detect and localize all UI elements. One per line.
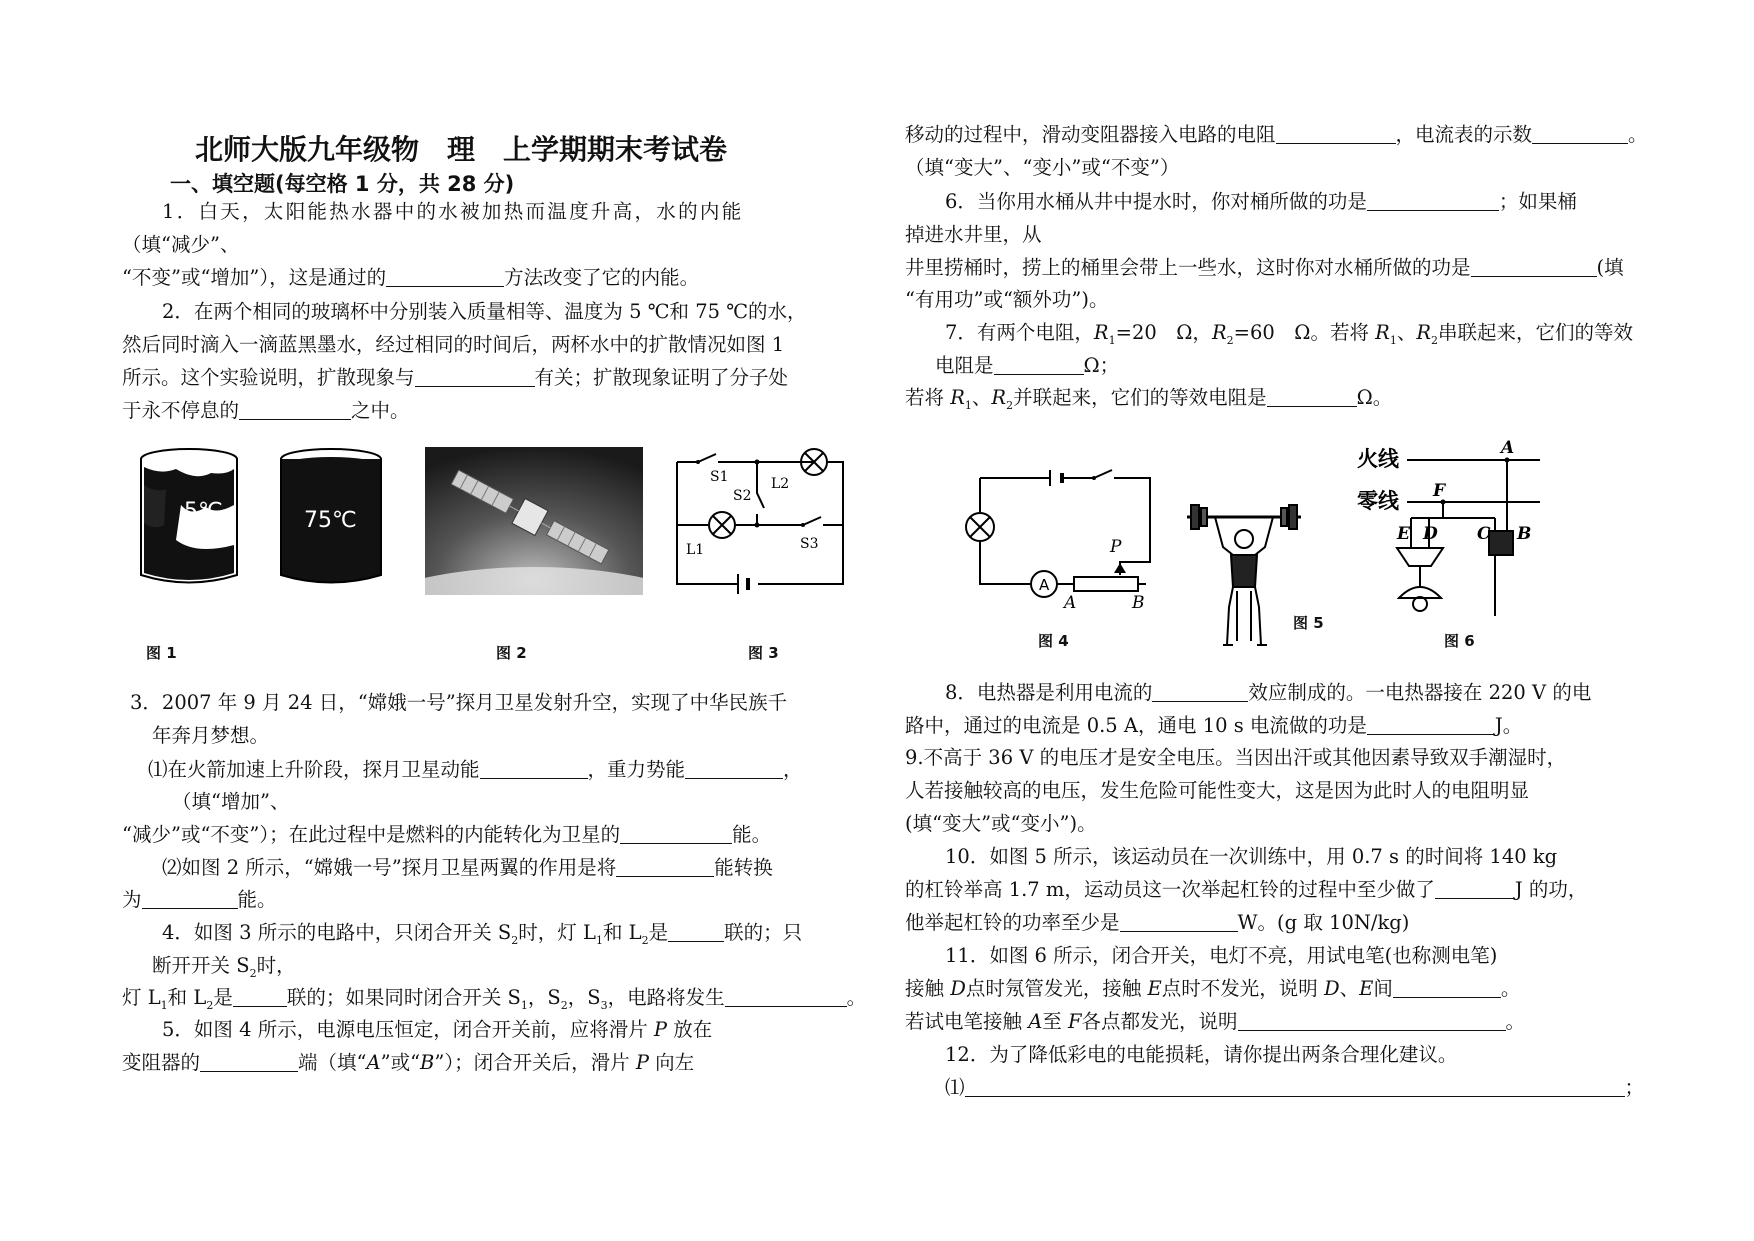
q2-line1: 2．在两个相同的玻璃杯中分别装入质量相等、温度为 5 ℃和 75 ℃的水， <box>162 300 807 323</box>
q3-blank-2[interactable] <box>685 760 783 779</box>
q10-line3: 他举起杠铃的功率至少是 W。(g 取 10N/kg) <box>905 911 1410 934</box>
q6-line4: “有用功”或“额外功”)。 <box>905 288 1109 311</box>
q11-line1: 11．如图 6 所示，闭合开关，电灯不亮，用试电笔(也称测电笔) <box>945 944 1498 967</box>
cup-5c <box>141 449 237 583</box>
q3-blank-5[interactable] <box>142 890 238 909</box>
fig6-e: E <box>1397 524 1410 544</box>
q10-blank-2[interactable] <box>1120 913 1238 932</box>
fig6-a: A <box>1501 438 1515 458</box>
fig4-p: P <box>1110 537 1122 557</box>
q3-line5: “减少”或“不变”）；在此过程中是燃料的内能转化为卫星的 能。 <box>122 823 772 846</box>
fig3-label: 图 3 <box>748 644 779 662</box>
fig4-b: B <box>1132 593 1145 610</box>
q12-blank-1[interactable] <box>965 1078 1625 1097</box>
figure-4-circuit <box>962 460 1162 610</box>
cup2-temp: 75℃ <box>304 508 357 533</box>
q3-blank-1[interactable] <box>480 760 588 779</box>
fig6-lingxian: 零线 <box>1357 489 1399 513</box>
fig3-s2-label: S2 <box>733 488 752 504</box>
q9-line1: 9.不高于 36 V 的电压才是安全电压。当因出汗或其他因素导致双手潮湿时， <box>905 746 1567 769</box>
q8-line2: 路中，通过的电流是 0.5 A，通电 10 s 电流做的功是 J。 <box>905 714 1523 737</box>
fig6-f: F <box>1433 481 1446 501</box>
cup1-temp: 5℃ <box>184 499 223 524</box>
q1-line1: 1．白天，太阳能热水器中的水被加热而温度升高，水的内能 <box>162 200 744 223</box>
cup-75c <box>281 449 381 583</box>
fig4-a: A <box>1064 593 1077 610</box>
q1-line2: （填“减少”、 <box>122 233 240 256</box>
q11-line3: 若试电笔接触 A至 F各点都发光，说明 。 <box>905 1010 1526 1033</box>
q4-line3: 灯 $L_1$和 $L_2$是 联的；如果同时闭合开关 $S_1$，$S_2$，$S_3$，电路将发生 。 <box>122 986 867 1012</box>
q3-line2: 年奔月梦想。 <box>152 724 270 747</box>
q11-blank-1[interactable] <box>1393 979 1501 998</box>
figure-3-circuit <box>668 448 858 598</box>
q2-line3: 所示。这个实验说明，扩散现象与 有关；扩散现象证明了分子处 <box>122 366 789 389</box>
q1-blank[interactable] <box>386 268 504 287</box>
q5-blank-1[interactable] <box>200 1053 298 1072</box>
q11-line2: 接触 D点时氖管发光，接触 E点时不发光，说明 D、E间 。 <box>905 977 1521 1000</box>
q4-blank-3[interactable] <box>725 988 847 1007</box>
q5-blank-2[interactable] <box>1276 125 1396 144</box>
q3-line7: 为 能。 <box>122 888 277 911</box>
q6-line3: 井里捞桶时，捞上的桶里会带上一些水，这时你对水桶所做的功是 (填 <box>905 256 1624 279</box>
fig4-ammeter: A <box>1039 576 1050 594</box>
q4-line2: 断开开关 $S_2$时， <box>152 954 296 980</box>
q5-line4: （填“变大”、“变小”或“不变”） <box>905 156 1180 179</box>
q8-blank-1[interactable] <box>1152 683 1248 702</box>
q2-blank-1[interactable] <box>415 368 535 387</box>
q3-line3: ⑴在火箭加速上升阶段，探月卫星动能 ，重力势能 ， <box>148 758 803 781</box>
figure-1-cups <box>136 445 398 590</box>
q3-line4: （填“增加”、 <box>172 790 290 813</box>
q7-blank-1[interactable] <box>994 356 1084 375</box>
q12-line1: 12．为了降低彩电的电能损耗，请你提出两条合理化建议。 <box>945 1043 1458 1066</box>
q8-line1: 8．电热器是利用电流的 效应制成的。一电热器接在 220 V 的电 <box>945 681 1592 704</box>
q3-blank-3[interactable] <box>620 825 732 844</box>
q6-blank-1[interactable] <box>1367 192 1499 211</box>
fig6-huoxian: 火线 <box>1357 447 1399 471</box>
q6-blank-2[interactable] <box>1471 258 1597 277</box>
q10-blank-1[interactable] <box>1435 880 1515 899</box>
q6-line1: 6．当你用水桶从井中提水时，你对桶所做的功是 ；如果桶 <box>945 190 1577 213</box>
q4-blank-1[interactable] <box>668 923 724 942</box>
q10-line2: 的杠铃举高 1.7 m，运动员这一次举起杠铃的过程中至少做了 J 的功， <box>905 878 1588 901</box>
fig5-label: 图 5 <box>1293 614 1324 632</box>
section-heading: 一、填空题(每空格 1 分，共 28 分) <box>170 172 515 196</box>
fig3-s3-label: S3 <box>800 536 819 552</box>
figure-6-wiring <box>1355 436 1545 626</box>
q4-blank-2[interactable] <box>233 988 287 1007</box>
figure-2-satellite <box>425 447 643 595</box>
q10-line1: 10．如图 5 所示，该运动员在一次训练中，用 0.7 s 的时间将 140 kg <box>945 845 1558 868</box>
q1-line3: “不变”或“增加”），这是通过的 方法改变了它的内能。 <box>122 266 700 289</box>
q6-line2: 掉进水井里，从 <box>905 223 1042 246</box>
q7-line2: 电阻是 Ω； <box>935 354 1120 377</box>
q3-line6: ⑵如图 2 所示，“嫦娥一号”探月卫星两翼的作用是将 能转换 <box>162 856 773 879</box>
q8-blank-2[interactable] <box>1367 716 1495 735</box>
q5-line3: 移动的过程中，滑动变阻器接入电路的电阻 ，电流表的示数 。 <box>905 123 1648 146</box>
fig6-label: 图 6 <box>1444 632 1475 650</box>
fig2-label: 图 2 <box>496 644 527 662</box>
q11-blank-2[interactable] <box>1238 1012 1506 1031</box>
q2-line2: 然后同时滴入一滴蓝黑墨水，经过相同的时间后，两杯水中的扩散情况如图 1 <box>122 333 785 356</box>
fig6-b: B <box>1517 524 1532 544</box>
figure-5-weightlifter <box>1185 495 1303 653</box>
q9-line3: (填“变大”或“变小”)。 <box>905 812 1097 835</box>
q2-line4: 于永不停息的 之中。 <box>122 399 410 422</box>
page-title: 北师大版九年级物 理 上学期期末考试卷 <box>195 133 728 166</box>
q7-line3: 若将 $R_1$、$R_2$并联起来，它们的等效电阻是 Ω。 <box>905 386 1393 412</box>
fig1-label: 图 1 <box>146 644 177 662</box>
fig6-c: C <box>1477 524 1491 544</box>
q5-line2: 变阻器的 端（填“A”或“B”）；闭合开关后，滑片 P 向左 <box>122 1051 695 1074</box>
q7-line1: 7．有两个电阻，$R_1=20$ Ω，$R_2=60$ Ω。若将 $R_1$、$R_2$串联起来，它们的等效 <box>945 321 1634 347</box>
fig6-d: D <box>1423 524 1438 544</box>
q2-blank-2[interactable] <box>239 401 351 420</box>
fig3-l1-label: L1 <box>686 542 705 558</box>
q3-blank-4[interactable] <box>616 858 714 877</box>
fig4-label: 图 4 <box>1038 632 1069 650</box>
q5-line1: 5．如图 4 所示，电源电压恒定，闭合开关前，应将滑片 P 放在 <box>162 1018 713 1041</box>
fig3-l2-label: L2 <box>771 476 790 492</box>
q7-blank-2[interactable] <box>1267 388 1357 407</box>
q5-blank-3[interactable] <box>1532 125 1628 144</box>
fig3-s1-label: S1 <box>710 469 729 485</box>
q4-line1: 4．如图 3 所示的电路中，只闭合开关 $S_2$时，灯 $L_1$和 $L_2$是 联的；只 <box>162 921 803 947</box>
q3-line1: 3．2007 年 9 月 24 日，“嫦娥一号”探月卫星发射升空，实现了中华民族千 <box>130 691 788 714</box>
q9-line2: 人若接触较高的电压，发生危险可能性变大，这是因为此时人的电阻明显 <box>905 779 1530 802</box>
q12-line2: ⑴ ； <box>945 1076 1645 1099</box>
